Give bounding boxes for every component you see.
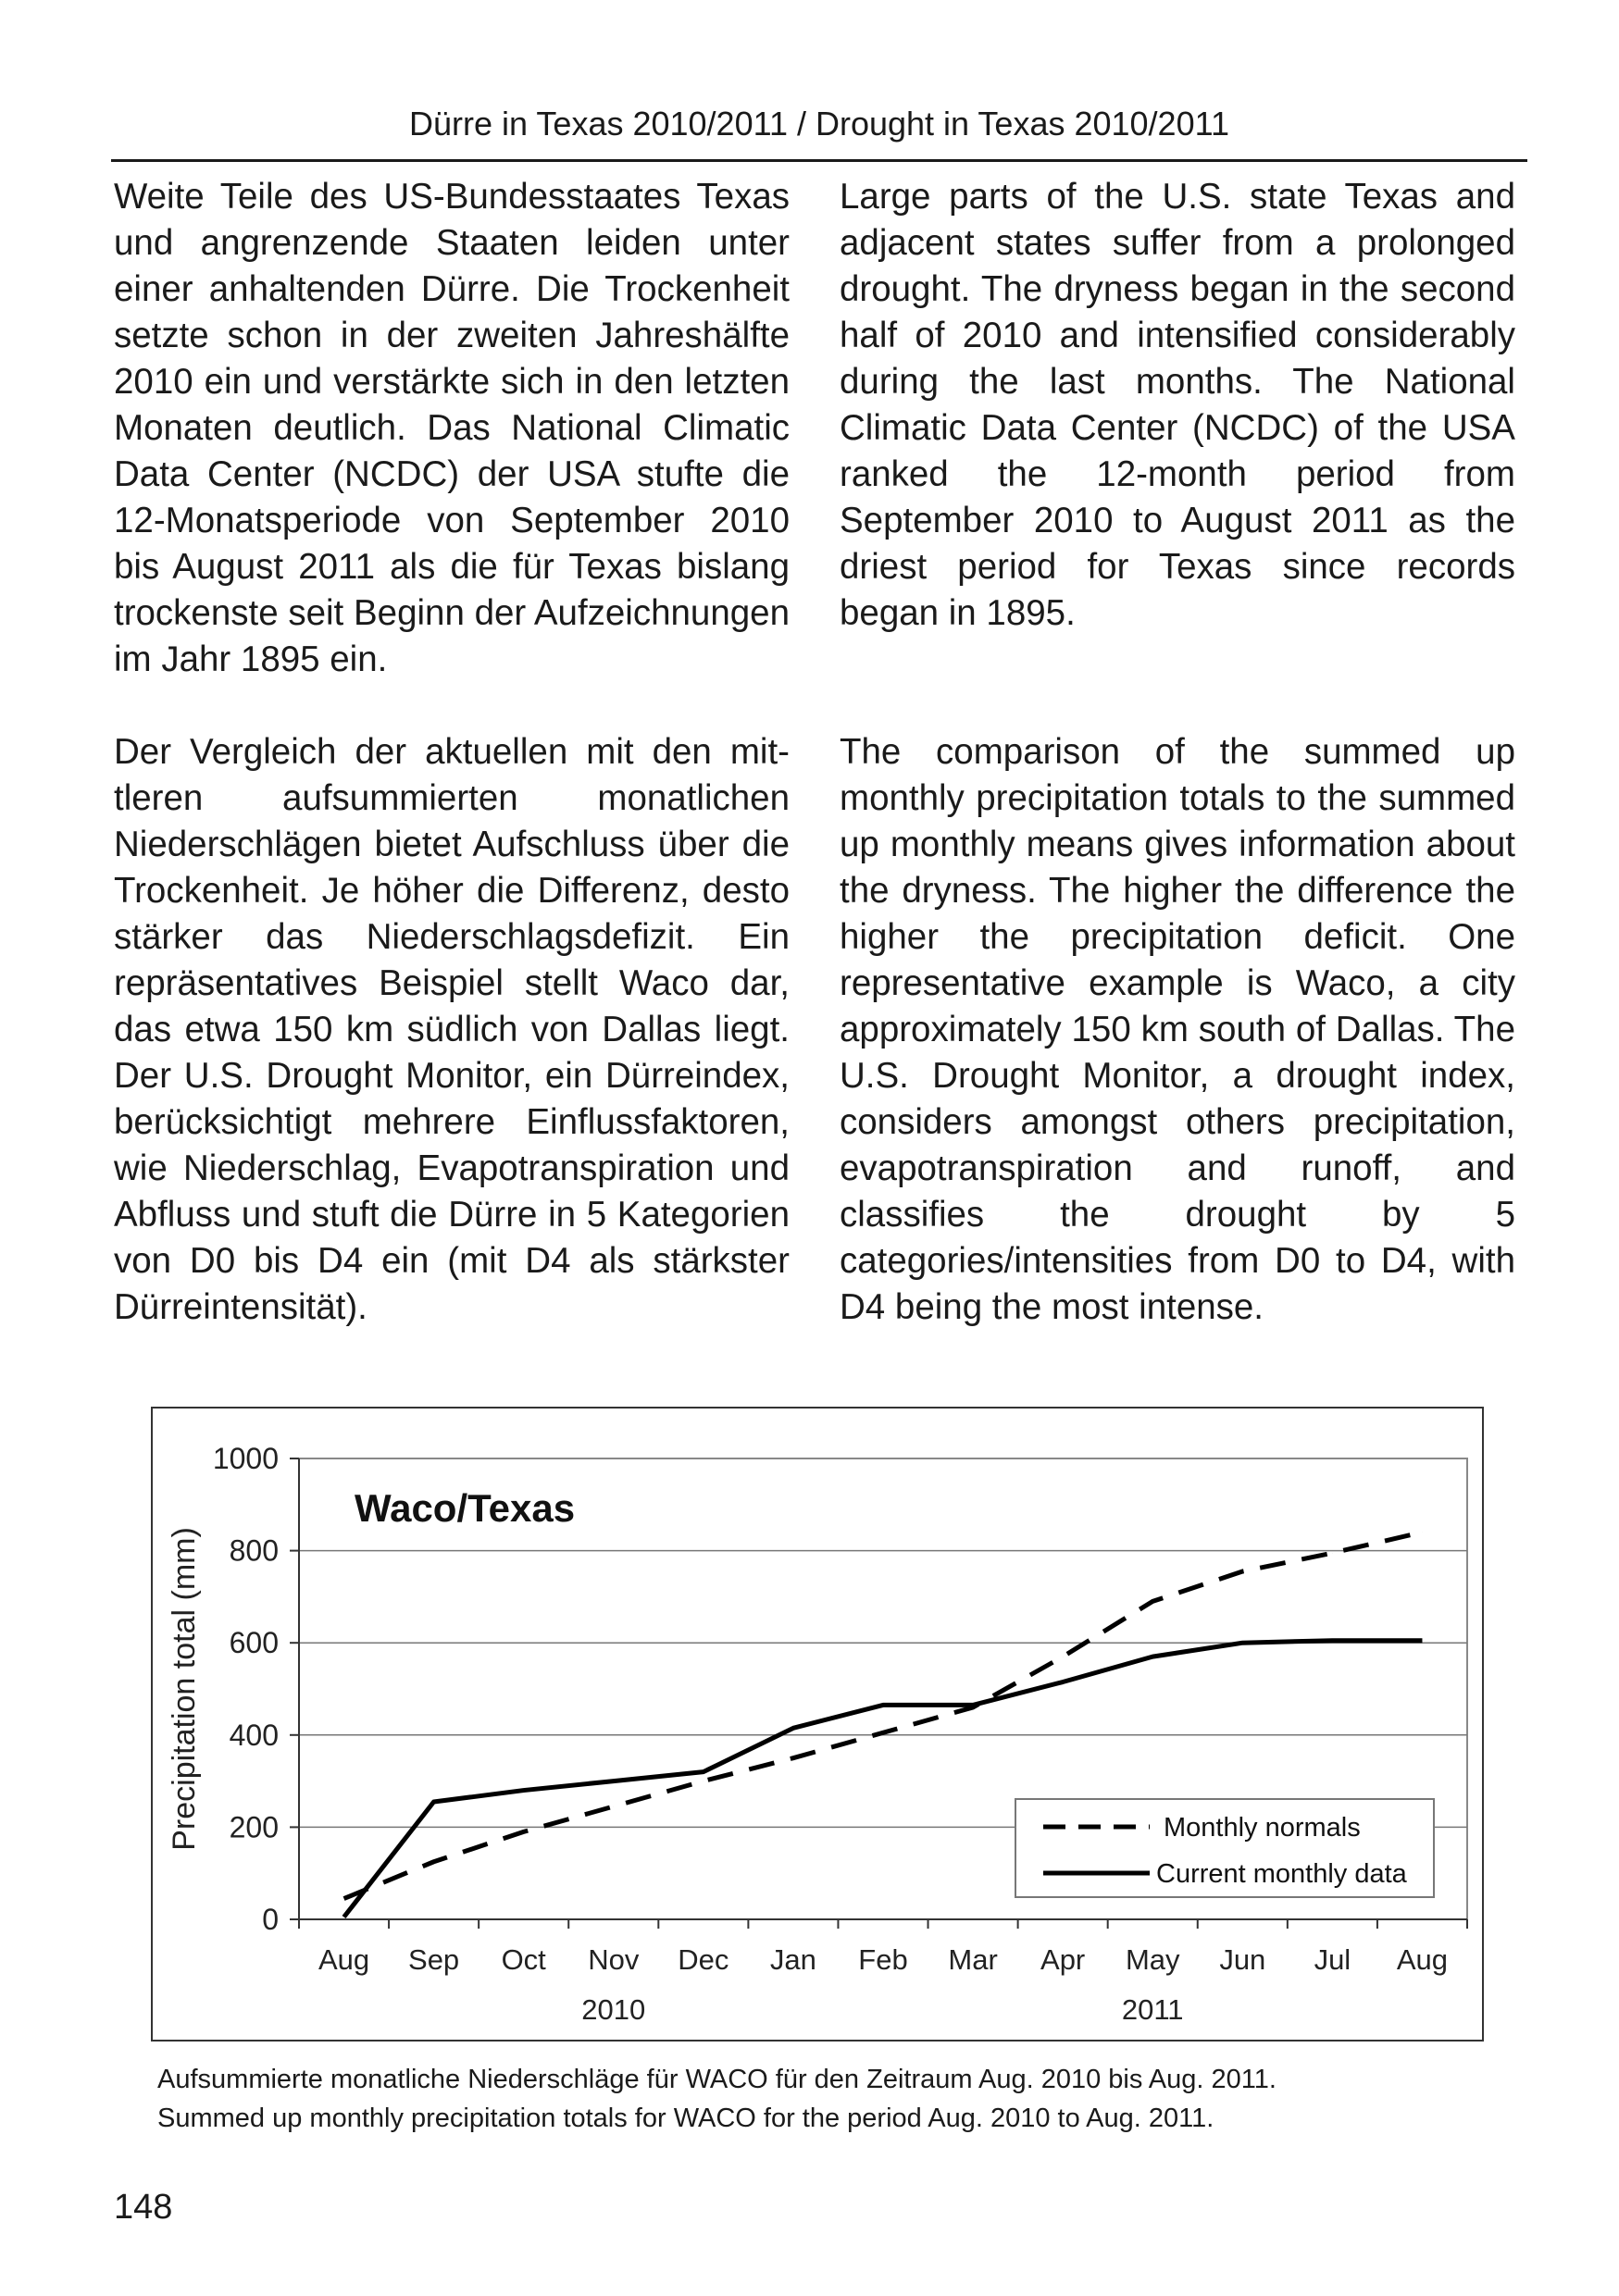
page-number: 148 [114, 2188, 173, 2227]
x-tick-label: Jan [769, 1943, 816, 1976]
german-paragraph-1: Weite Teile des US-Bundesstaates Texas und angrenzende Staaten leiden unter einer anhaltenden Dürre. Die Trockenheit setzte schon in der zweiten Jahreshälfte 2010 ein und verstärkte sich in den letzten Monaten deutlich. Das National Climatic Data Center (NCDC) der USA stufte die 12-Monatsperiode von September 2010 bis August 2011 als die für Texas bislang trockenste seit Beginn der Aufzeichnungen im Jahr 1895 ein. [114, 177, 790, 679]
legend-label: Monthly normals [1164, 1813, 1361, 1843]
german-column-top [114, 174, 790, 683]
x-tick-label: Nov [588, 1943, 640, 1976]
legend-label: Current monthly data [1156, 1859, 1407, 1889]
x-tick-label: Oct [501, 1943, 546, 1976]
x-tick-label: Sep [408, 1943, 460, 1976]
figure-caption [157, 2060, 1500, 2138]
chart-figure [151, 1407, 1484, 2042]
year-label-2011: 2011 [1121, 1993, 1184, 2026]
y-tick-label: 1000 [212, 1442, 279, 1475]
caption-german: Aufsummierte monatliche Niederschläge für WACO für den Zeitraum Aug. 2010 bis Aug. 2011. [157, 2065, 1277, 2094]
german-paragraph-2: Der Vergleich der aktuellen mit den mittleren aufsummierten monatlichen Niederschlägen bietet Aufschluss über die Trockenheit. Je höher die Differenz, desto stärker das Niederschlagsdefizit. Ein repräsentatives Beispiel stellt Waco dar, das etwa 150 km südlich von Dallas liegt. Der U.S. Drought Monitor, ein Dürreindex, berücksichtigt mehrere Einflussfaktoren, wie Niederschlag, Evapotranspiration und Abfluss und stuft die Dürre in 5 Kategorien von D0 bis D4 ein (mit D4 als stärkster Dürreintensität). [114, 732, 790, 1327]
chart-title: Waco/Texas [355, 1486, 576, 1530]
y-tick-label: 200 [229, 1810, 279, 1844]
y-tick-label: 600 [229, 1626, 279, 1660]
x-tick-label: Feb [858, 1943, 908, 1976]
page-header: Dürre in Texas 2010/2011 / Drought in Texas 2010/2011 [409, 105, 1229, 143]
english-column-bottom [840, 729, 1515, 1331]
header-rule [111, 159, 1527, 162]
english-paragraph-2: The comparison of the summed up monthly precipitation totals to the summed up monthly means gives information about the dryness. The higher the difference the higher the precipitation deficit. One representative example is Waco, a city approximately 150 km south of Dallas. The U.S. Drought Monitor, a drought index, considers amongst others precipitation, evapotranspiration and runoff, and classifies the drought by 5 categories/intensities from D0 to D4, with D4 being the most intense. [840, 732, 1515, 1327]
x-tick-label: Jul [1314, 1943, 1351, 1976]
year-label-2010: 2010 [581, 1993, 646, 2026]
x-tick-label: Dec [678, 1943, 729, 1976]
precipitation-chart [153, 1409, 1486, 2043]
x-tick-label: Aug [1396, 1943, 1449, 1976]
y-tick-label: 400 [229, 1718, 279, 1752]
english-paragraph-1: Large parts of the U.S. state Texas and adjacent states suffer from a prolonged drought. The dryness began in the second half of 2010 and intensified considerably during the last months. The National Climatic Data Center (NCDC) of the USA ranked the 12-month period from September 2010 to August 2011 as the driest period for Texas since records began in 1895. [840, 177, 1515, 633]
german-column-bottom [114, 729, 790, 1331]
x-tick-label: Apr [1040, 1943, 1086, 1976]
english-column-top [840, 174, 1515, 637]
x-tick-label: Mar [948, 1943, 998, 1976]
caption-english: Summed up monthly precipitation totals for WACO for the period Aug. 2010 to Aug. 2011. [157, 2104, 1214, 2133]
y-axis-label: Precipitation total (mm) [167, 1527, 202, 1851]
x-tick-label: May [1125, 1943, 1180, 1976]
y-tick-label: 800 [229, 1533, 279, 1568]
y-tick-label: 0 [262, 1903, 279, 1936]
x-tick-label: Aug [318, 1943, 370, 1976]
x-tick-label: Jun [1219, 1943, 1266, 1976]
